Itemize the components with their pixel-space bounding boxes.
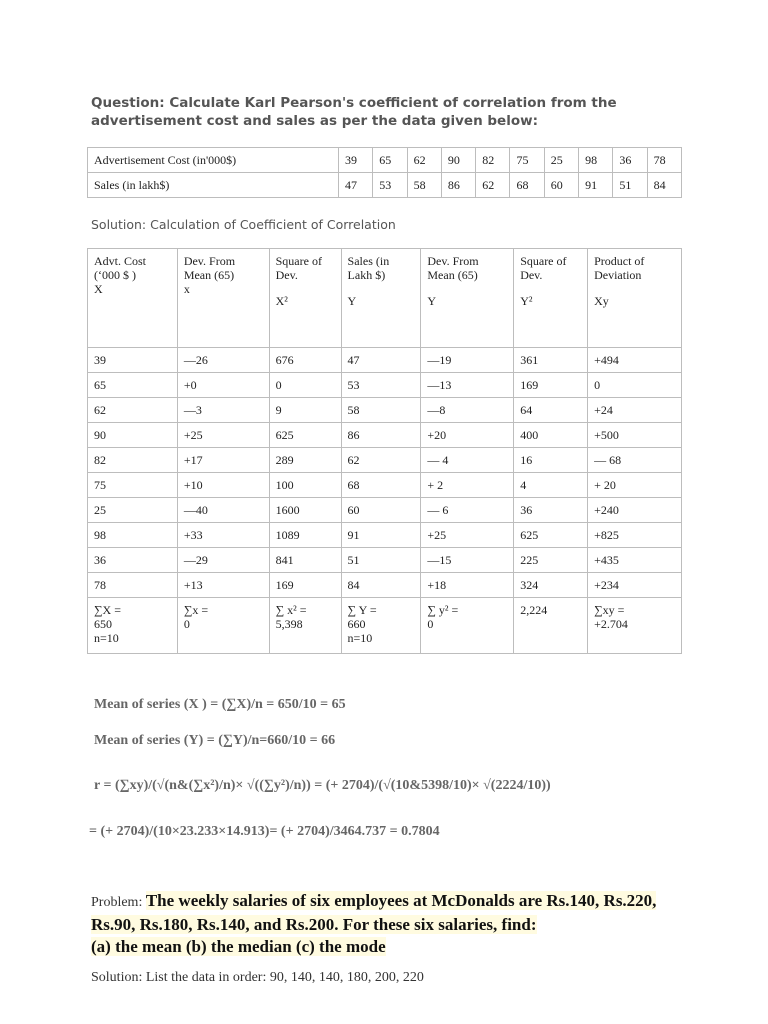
total-cell (421, 598, 514, 654)
table-cell: 82 (476, 148, 510, 173)
table-cell: +240 (588, 498, 682, 523)
column-header (88, 249, 178, 348)
totals-row (88, 598, 682, 654)
table-cell: 676 (269, 348, 341, 373)
table-cell: +13 (177, 573, 269, 598)
table-cell: 169 (514, 373, 588, 398)
table-cell: —40 (177, 498, 269, 523)
table-cell: —15 (421, 548, 514, 573)
table-cell: 36 (88, 548, 178, 573)
table-cell: 90 (88, 423, 178, 448)
question-text: Question: Calculate Karl Pearson's coefficient of correlation from the advertisement cost and sales as per the data given below: (91, 95, 617, 129)
table-cell: 100 (269, 473, 341, 498)
table-cell: 47 (339, 173, 373, 198)
column-header (588, 249, 682, 348)
table-cell: 98 (579, 148, 613, 173)
table-row (88, 148, 682, 173)
table-cell: —26 (177, 348, 269, 373)
header-symbol: X² (275, 294, 288, 308)
table-cell: +825 (588, 523, 682, 548)
table-cell: 36 (514, 498, 588, 523)
table-row (88, 348, 682, 373)
row-label: Sales (in lakh$) (88, 173, 339, 198)
table-cell: —3 (177, 398, 269, 423)
solution-heading: Solution: Calculation of Coefficient of Correlation (91, 217, 396, 232)
problem-block (91, 890, 691, 958)
table-cell: —19 (421, 348, 514, 373)
table-cell: 625 (514, 523, 588, 548)
table-cell: 90 (441, 148, 475, 173)
total-text: 2,224 (520, 603, 548, 617)
table-cell: 39 (339, 148, 373, 173)
table-cell: +33 (177, 523, 269, 548)
table-cell: 98 (88, 523, 178, 548)
header-symbol: Xy (594, 294, 609, 308)
table-cell: 1600 (269, 498, 341, 523)
header-text: Advt. Cost (94, 254, 147, 268)
table-row (88, 398, 682, 423)
column-header (421, 249, 514, 348)
header-text: x (183, 282, 190, 296)
table-cell: 324 (514, 573, 588, 598)
header-text: X (94, 282, 103, 296)
total-text: 0 (183, 617, 190, 631)
table-cell: 75 (510, 148, 544, 173)
table-cell: —13 (421, 373, 514, 398)
calculation-table (87, 248, 682, 654)
table-cell: +10 (177, 473, 269, 498)
header-text: Sales (in (347, 254, 390, 268)
header-symbol: Y (347, 294, 357, 308)
total-cell (269, 598, 341, 654)
table-cell: 51 (613, 173, 647, 198)
table-cell: 9 (269, 398, 341, 423)
table-cell: 4 (514, 473, 588, 498)
table-cell: 62 (407, 148, 441, 173)
table-row (88, 573, 682, 598)
header-text: Mean (65) (183, 268, 235, 282)
table-cell: 62 (476, 173, 510, 198)
problem-parts: (a) the mean (b) the median (c) the mode (91, 937, 386, 956)
table-cell: 86 (341, 423, 421, 448)
total-cell (341, 598, 421, 654)
table-cell: 25 (88, 498, 178, 523)
table-row (88, 373, 682, 398)
table-cell: 86 (441, 173, 475, 198)
table-cell: + 2 (421, 473, 514, 498)
table-cell: 82 (88, 448, 178, 473)
table-row (88, 473, 682, 498)
table-cell: 400 (514, 423, 588, 448)
table-cell: +435 (588, 548, 682, 573)
table-cell: 62 (341, 448, 421, 473)
header-text: (‘000 $ ) (94, 268, 136, 282)
table-cell: +25 (177, 423, 269, 448)
column-header (177, 249, 269, 348)
total-text: ∑xy = (594, 603, 625, 617)
total-text: ∑X = (94, 603, 121, 617)
total-text: 0 (427, 617, 434, 631)
table-cell: 65 (88, 373, 178, 398)
table-cell: 53 (373, 173, 407, 198)
total-text: 5,398 (275, 617, 303, 631)
header-text: Dev. (275, 268, 298, 282)
column-header (341, 249, 421, 348)
table-cell: +24 (588, 398, 682, 423)
r-formula: r = (∑xy)/(√(n&(∑x²)/n)× √((∑y²)/n)) = (+ 2704)/(√(10&5398/10)× √(2224/10)) (94, 778, 551, 793)
total-text: 650 (94, 617, 112, 631)
header-text: Square of (520, 254, 567, 268)
header-text: Dev. From (427, 254, 479, 268)
header-text: Lakh $) (347, 268, 386, 282)
data-table (87, 147, 682, 198)
table-cell: 625 (269, 423, 341, 448)
total-text: n=10 (94, 631, 119, 645)
table-cell: +20 (421, 423, 514, 448)
solution-text: Solution: List the data in order: 90, 140, 140, 180, 200, 220 (91, 970, 424, 985)
table-row (88, 523, 682, 548)
total-cell (177, 598, 269, 654)
table-cell: 53 (341, 373, 421, 398)
table-cell: 75 (88, 473, 178, 498)
table-cell: 841 (269, 548, 341, 573)
table-cell: 78 (88, 573, 178, 598)
table-cell: 84 (647, 173, 681, 198)
table-cell: 68 (510, 173, 544, 198)
table-cell: 169 (269, 573, 341, 598)
table-cell: 91 (579, 173, 613, 198)
column-header (269, 249, 341, 348)
table-row (88, 423, 682, 448)
total-text: +2.704 (594, 617, 628, 631)
table-cell: 60 (544, 173, 578, 198)
total-text: 660 (347, 617, 366, 631)
problem-text: The weekly salaries of six employees at McDonalds are Rs.140, Rs.220, Rs.90, Rs.180, Rs.140, and Rs.200. For these six salaries, find: (91, 891, 657, 934)
r-result: = (+ 2704)/(10×23.233×14.913)= (+ 2704)/3464.737 = 0.7804 (89, 824, 440, 839)
table-cell: 1089 (269, 523, 341, 548)
row-label: Advertisement Cost (in'000$) (88, 148, 339, 173)
table-cell: 51 (341, 548, 421, 573)
table-cell: — 6 (421, 498, 514, 523)
table-cell: +494 (588, 348, 682, 373)
mean-y-formula: Mean of series (Y) = (∑Y)/n=660/10 = 66 (94, 733, 336, 748)
table-cell: 58 (341, 398, 421, 423)
total-text: ∑ Y = (347, 603, 377, 617)
total-text: ∑ y² = (427, 603, 459, 617)
table-cell: 0 (269, 373, 341, 398)
header-symbol: Y² (520, 294, 533, 308)
column-header (514, 249, 588, 348)
total-cell (514, 598, 588, 654)
header-text: Square of (275, 254, 322, 268)
table-cell: +18 (421, 573, 514, 598)
table-cell: 225 (514, 548, 588, 573)
table-cell: 25 (544, 148, 578, 173)
problem-label: Problem: (91, 895, 146, 910)
header-row (88, 249, 682, 348)
table-cell: 39 (88, 348, 178, 373)
table-cell: + 20 (588, 473, 682, 498)
header-text: Product of (594, 254, 645, 268)
table-cell: —8 (421, 398, 514, 423)
total-text: ∑ x² = (275, 603, 307, 617)
total-cell (588, 598, 682, 654)
table-cell: +0 (177, 373, 269, 398)
table-cell: 36 (613, 148, 647, 173)
table-cell: 16 (514, 448, 588, 473)
table-cell: 289 (269, 448, 341, 473)
total-text: ∑x = (183, 603, 209, 617)
header-text: Dev. From (183, 254, 236, 268)
header-text: Mean (65) (427, 268, 478, 282)
table-cell: 60 (341, 498, 421, 523)
table-cell: 361 (514, 348, 588, 373)
table-row (88, 548, 682, 573)
table-cell: 84 (341, 573, 421, 598)
total-text: n=10 (347, 631, 373, 645)
table-cell: 65 (373, 148, 407, 173)
table-row (88, 498, 682, 523)
table-cell: — 68 (588, 448, 682, 473)
header-text: Dev. (520, 268, 543, 282)
mean-x-formula: Mean of series (X ) = (∑X)/n = 650/10 = 65 (94, 697, 346, 712)
table-cell: 47 (341, 348, 421, 373)
table-cell: +17 (177, 448, 269, 473)
table-cell: 62 (88, 398, 178, 423)
header-symbol: Y (427, 294, 437, 308)
table-cell: +234 (588, 573, 682, 598)
header-text: Deviation (594, 268, 642, 282)
table-cell: +25 (421, 523, 514, 548)
table-cell: 58 (407, 173, 441, 198)
table-cell: 64 (514, 398, 588, 423)
table-row (88, 448, 682, 473)
table-cell: 68 (341, 473, 421, 498)
total-cell (88, 598, 178, 654)
table-cell: —29 (177, 548, 269, 573)
table-cell: +500 (588, 423, 682, 448)
table-row (88, 173, 682, 198)
table-cell: 78 (647, 148, 681, 173)
table-cell: 91 (341, 523, 421, 548)
table-cell: 0 (588, 373, 682, 398)
table-cell: — 4 (421, 448, 514, 473)
